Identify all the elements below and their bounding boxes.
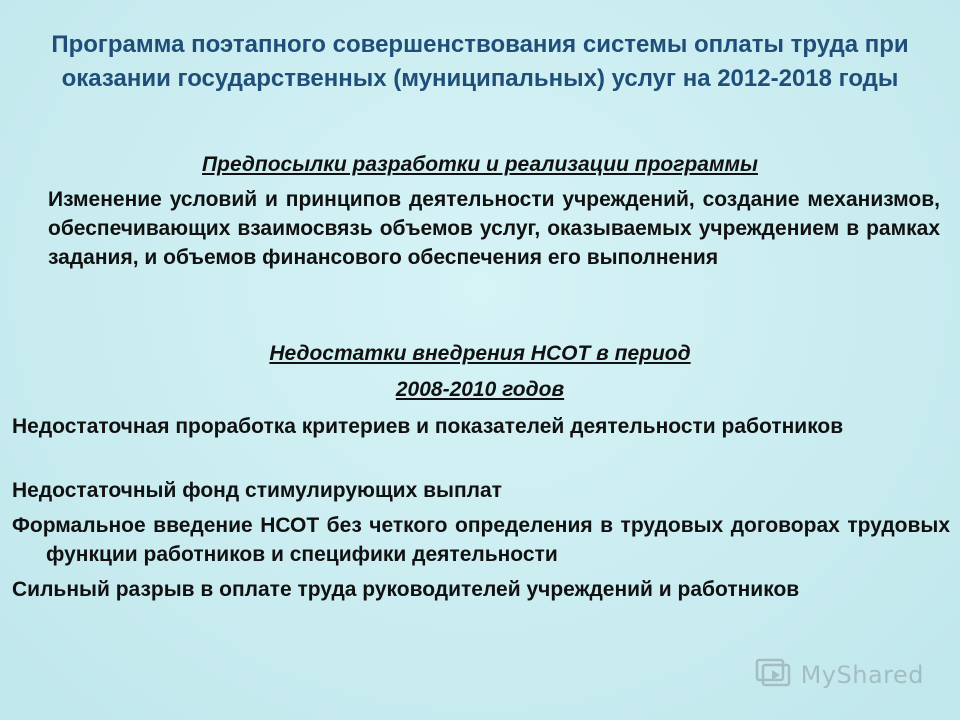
section-heading-prerequisites: Предпосылки разработки и реализации программы	[202, 153, 758, 176]
section-heading-period: 2008-2010 годов	[395, 378, 565, 401]
list-item: Сильный разрыв в оплате труда руководителей учреждений и работников	[12, 578, 800, 601]
list-item: Недостаточный фонд стимулирующих выплат	[12, 479, 502, 502]
slideshow-logo-icon	[755, 657, 795, 692]
slide-title: Программа поэтапного совершенствования системы оплаты труда при оказании государственных (муниципальных) услуг на 2012-2018 годы	[51, 31, 909, 92]
list-item: Недостаточная проработка критериев и показателей деятельности работников	[12, 415, 844, 438]
prerequisites-text: Изменение условий и принципов деятельности учреждений, создание механизмов, обеспечивающих взаимосвязь объемов услуг, оказываемых учреждением в рамках задания, и объемов финансового обеспечения его выполнения	[48, 188, 940, 269]
watermark-text: MyShared	[800, 660, 924, 689]
watermark	[755, 657, 924, 692]
list-item: Формальное введение НСОТ без четкого определения в трудовых договорах трудовых функции работников и специфики деятельности	[12, 514, 950, 566]
section-heading-shortcomings: Недостатки внедрения НСОТ в период	[269, 342, 691, 365]
